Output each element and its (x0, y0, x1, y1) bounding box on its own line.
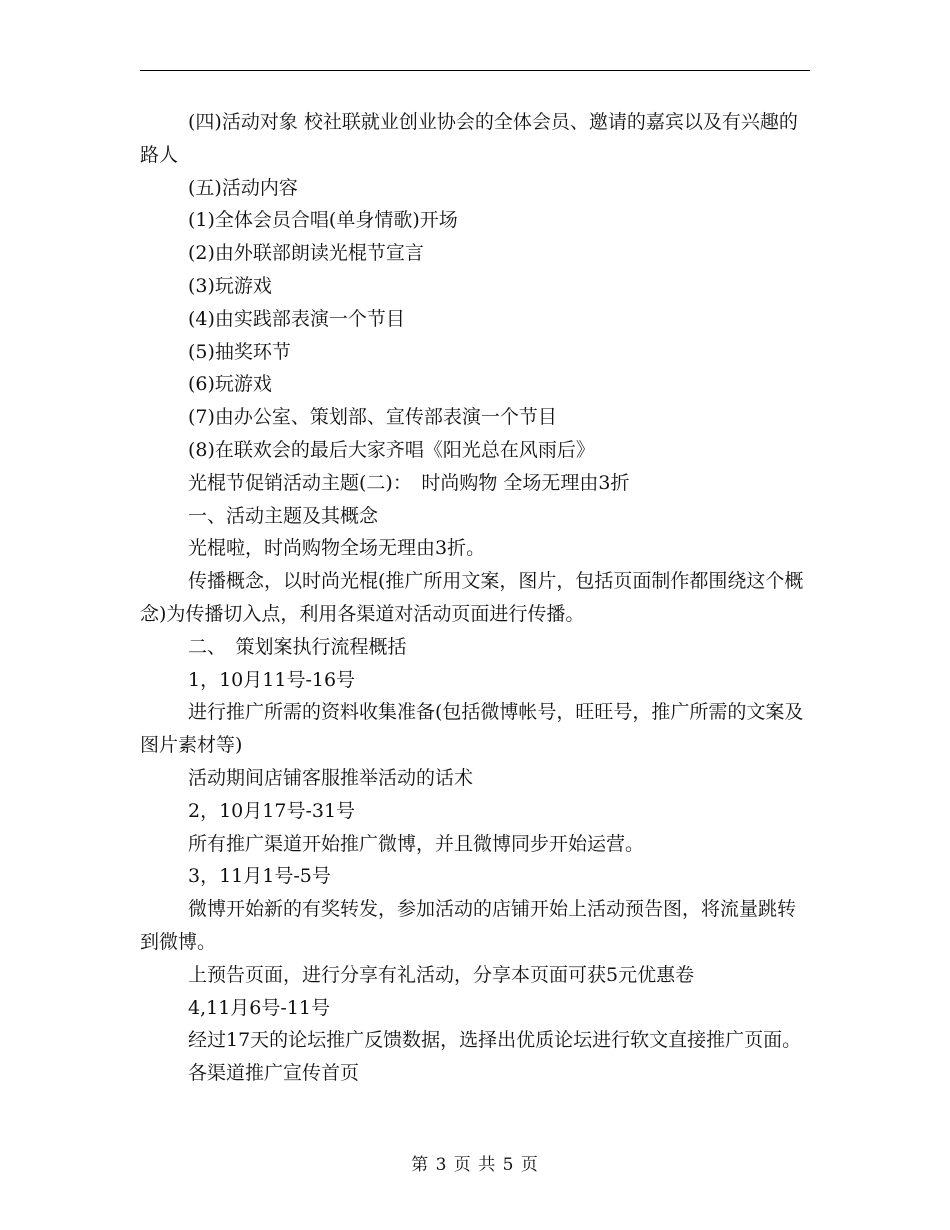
paragraph: (5)抽奖环节 (188, 340, 291, 363)
paragraph: 微博开始新的有奖转发，参加活动的店铺开始上活动预告图，将流量跳转到微博。 (140, 898, 797, 953)
paragraph: (4)由实践部表演一个节目 (188, 307, 405, 330)
paragraph: 1，10月11号-16号 (188, 668, 356, 691)
paragraph: (7)由办公室、策划部、宣传部表演一个节目 (188, 406, 557, 429)
page-number-footer: 第 3 页 共 5 页 (411, 1155, 539, 1175)
paragraph: (8)在联欢会的最后大家齐唱《阳光总在风雨后》 (188, 438, 595, 461)
paragraph: 2，10月17号-31号 (188, 799, 356, 822)
paragraph: (五)活动内容 (188, 176, 298, 199)
paragraph: 所有推广渠道开始推广微博，并且微博同步开始运营。 (188, 832, 645, 855)
paragraph: 3，11月1号-5号 (188, 865, 331, 888)
paragraph: (四)活动对象 校社联就业创业协会的全体会员、邀请的嘉宾以及有兴趣的路人 (140, 111, 798, 166)
paragraph: 光棍啦，时尚购物全场无理由3折。 (188, 537, 486, 560)
paragraph: 一、活动主题及其概念 (188, 504, 379, 527)
paragraph: 各渠道推广宣传首页 (188, 1062, 360, 1085)
paragraph: (3)玩游戏 (188, 274, 272, 297)
paragraph: 二、 策划案执行流程概括 (188, 635, 407, 658)
paragraph: 4,11月6号-11号 (188, 996, 330, 1019)
paragraph: (2)由外联部朗读光棍节宣言 (188, 242, 424, 265)
paragraph: 光棍节促销活动主题(二)： 时尚购物 全场无理由3折 (188, 471, 630, 494)
paragraph: 传播概念，以时尚光棍(推广所用文案，图片，包括页面制作都围绕这个概念)为传播切入点，利用各渠道对活动页面进行传播。 (140, 570, 804, 625)
paragraph: 经过17天的论坛推广反馈数据，选择出优质论坛进行软文直接推广页面。 (188, 1029, 802, 1052)
paragraph: 上预告页面，进行分享有礼活动，分享本页面可获5元优惠卷 (188, 963, 695, 986)
paragraph: (1)全体会员合唱(单身情歌)开场 (188, 209, 458, 232)
paragraph: 进行推广所需的资料收集准备(包括微博帐号，旺旺号，推广所需的文案及图片素材等) (140, 701, 804, 757)
paragraph: 活动期间店铺客服推举活动的话术 (188, 766, 474, 789)
paragraph: (6)玩游戏 (188, 373, 272, 396)
header-rule (140, 70, 810, 71)
document-body (140, 106, 810, 1090)
